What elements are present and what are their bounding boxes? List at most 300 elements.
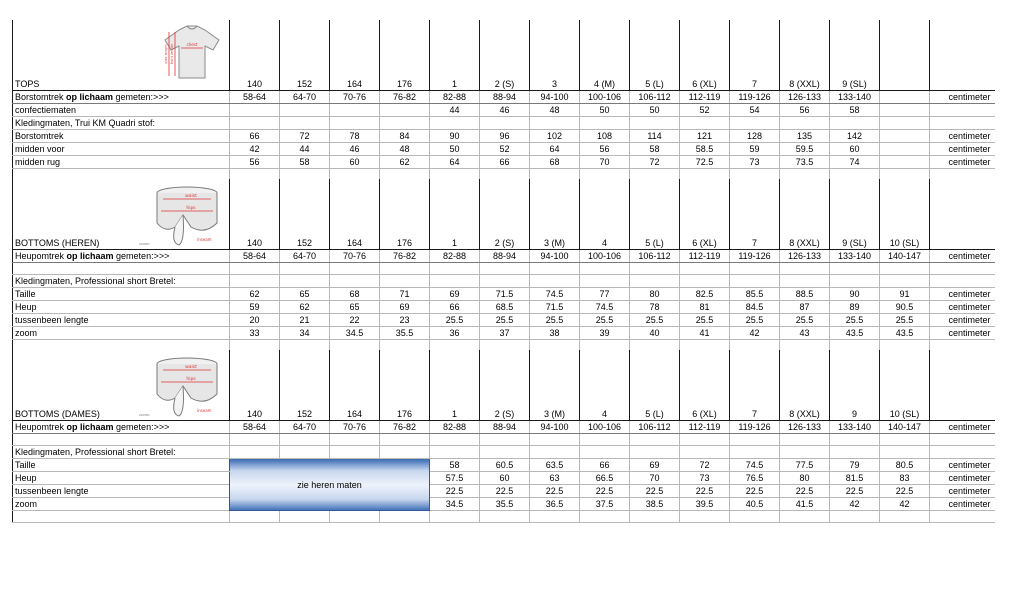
size-header: 1 [430,179,480,250]
empty-cell [480,446,530,459]
empty-cell [930,275,995,288]
empty-cell [13,511,230,523]
size-header: 10 (SL) [880,350,930,421]
unit-label: centimeter [930,301,995,314]
measure-value: 22.5 [630,485,680,498]
empty-cell [880,263,930,275]
empty-cell [280,446,330,459]
empty-cell [830,117,880,130]
size-header: 7 [730,179,780,250]
size-header: 3 (M) [530,179,580,250]
empty-cell [280,117,330,130]
empty-cell [930,340,995,351]
empty-cell [380,263,430,275]
body-range: 106-112 [630,421,680,434]
unit-label: centimeter [930,472,995,485]
measure-value: 23 [380,314,430,327]
measure-value: 20 [230,314,280,327]
measure-value: 22 [330,314,380,327]
measure-value: 34.5 [430,498,480,511]
measure-value: 25.5 [730,314,780,327]
confection-size [280,104,330,117]
measure-value: 79 [830,459,880,472]
measure-value: 74.5 [730,459,780,472]
body-range: 133-140 [830,91,880,104]
measure-value: 34 [280,327,330,340]
measure-value: 73.5 [780,156,830,169]
dames-measure-row [13,485,995,498]
measure-value: 60 [480,472,530,485]
blank-row [13,263,995,275]
empty-cell [480,169,530,180]
measure-value: 121 [680,130,730,143]
size-header: 5 (L) [630,179,680,250]
empty-cell [480,340,530,351]
svg-text:inseam: inseam [197,237,212,242]
svg-text:hips: hips [186,377,196,382]
empty-cell [930,104,995,117]
measure-label: zoom [13,327,230,340]
measure-value: 25.5 [680,314,730,327]
heren-body-measure-row [13,250,995,263]
measure-value: 42 [730,327,780,340]
measure-value: 52 [480,143,530,156]
measure-value: 25.5 [530,314,580,327]
measure-value: 59.5 [780,143,830,156]
blank-row [13,434,995,446]
measure-value: 25.5 [580,314,630,327]
size-header: 3 [530,20,580,91]
empty-cell [630,169,680,180]
empty-cell [680,434,730,446]
measure-value: 72.5 [680,156,730,169]
empty-cell [930,263,995,275]
size-header: 152 [280,20,330,91]
measure-value: 71.5 [530,301,580,314]
confection-label: confectiematen [13,104,230,117]
confection-size: 46 [480,104,530,117]
measure-label: midden voor [13,143,230,156]
empty-cell [580,263,630,275]
confection-size [230,104,280,117]
empty-cell [530,511,580,523]
empty-cell [830,169,880,180]
measure-value: 66 [480,156,530,169]
body-range: 82-88 [430,91,480,104]
dames-kleding-row [13,446,995,459]
empty-cell [380,117,430,130]
measure-value: 84.5 [730,301,780,314]
measure-value: 91 [880,288,930,301]
empty-cell [730,340,780,351]
measure-value: 46 [330,143,380,156]
empty-cell [880,275,930,288]
size-header: 176 [380,350,430,421]
measure-value: 35.5 [480,498,530,511]
body-range: 100-106 [580,91,630,104]
measure-value: 74.5 [530,288,580,301]
empty-cell [230,340,280,351]
empty-cell [330,446,380,459]
measure-value: 81.5 [830,472,880,485]
section-separator [13,340,995,351]
body-range: 64-70 [280,91,330,104]
label-bold: op lichaam [66,92,114,102]
measure-value: 37.5 [580,498,630,511]
empty-cell [680,169,730,180]
empty-cell [430,117,480,130]
heren-measure-row [13,288,995,301]
empty-cell [880,434,930,446]
size-header: 5 (L) [630,20,680,91]
measure-value: 77 [580,288,630,301]
heren-header-row [13,179,995,250]
empty-cell [780,263,830,275]
measure-value: 36 [430,327,480,340]
measure-value: 59 [730,143,780,156]
size-header: 176 [380,20,430,91]
empty-cell [330,263,380,275]
measure-value: 42 [880,498,930,511]
tops-label: TOPS [15,79,40,89]
measure-value: 73 [680,472,730,485]
size-table [12,20,995,523]
body-range: 126-133 [780,421,830,434]
confection-size: 58 [830,104,880,117]
label-part: Heupomtrek [15,422,67,432]
measure-value: 42 [830,498,880,511]
measure-value: 57.5 [430,472,480,485]
measure-value: 65 [330,301,380,314]
empty-cell [880,446,930,459]
label-part: gemeten:>>> [113,251,170,261]
body-range: 70-76 [330,421,380,434]
dames-body-measure-label [13,421,230,434]
empty-cell [930,434,995,446]
heren-measure-row [13,327,995,340]
measure-value: 114 [630,130,680,143]
empty-cell [830,275,880,288]
shorts-figure [135,354,225,420]
measure-value: 60 [830,143,880,156]
empty-cell [430,263,480,275]
measure-value: 74.5 [580,301,630,314]
empty-cell [430,511,480,523]
empty-cell [680,340,730,351]
measure-value: 33 [230,327,280,340]
confection-size: 52 [680,104,730,117]
confection-size [330,104,380,117]
size-header: 6 (XL) [680,20,730,91]
size-header: 164 [330,20,380,91]
empty-cell [580,340,630,351]
measure-value: 65 [280,288,330,301]
empty-cell [280,434,330,446]
empty-cell [580,511,630,523]
unit-label: centimeter [930,421,995,434]
measure-value: 74 [830,156,880,169]
measure-value: 66 [580,459,630,472]
measure-value: 38.5 [630,498,680,511]
measure-value: 42 [230,143,280,156]
measure-value: 43.5 [830,327,880,340]
measure-value: 69 [630,459,680,472]
label-part: gemeten:>>> [113,92,169,102]
empty-cell [230,117,280,130]
size-header: 164 [330,179,380,250]
empty-cell [430,275,480,288]
tops-confection-row [13,104,995,117]
empty-cell [280,169,330,180]
svg-text:zoom: zoom [139,241,150,246]
measure-value: 90 [830,288,880,301]
measure-value: 22.5 [830,485,880,498]
measure-value: 58.5 [680,143,730,156]
empty-cell [230,434,280,446]
empty-cell [230,263,280,275]
size-header: 9 (SL) [830,20,880,91]
empty-cell [380,275,430,288]
tops-kleding-row-label: Kledingmaten, Trui KM Quadri stof: [13,117,230,130]
measure-value: 22.5 [680,485,730,498]
dames-label: BOTTOMS (DAMES) [15,409,100,419]
size-header: 2 (S) [480,179,530,250]
empty-cell [780,169,830,180]
empty-cell [730,446,780,459]
measure-value: 142 [830,130,880,143]
empty-cell [780,446,830,459]
confection-size: 50 [630,104,680,117]
size-table-body [13,20,995,523]
measure-value: 22.5 [580,485,630,498]
unit-spacer [930,179,995,250]
measure-value: 58 [630,143,680,156]
empty-cell [480,117,530,130]
size-header: 8 (XXL) [780,179,830,250]
measure-value: 41 [680,327,730,340]
measure-value: 25.5 [430,314,480,327]
measure-value: 84 [380,130,430,143]
body-range: 58-64 [230,421,280,434]
empty-cell [830,263,880,275]
measure-value [880,156,930,169]
measure-value: 68.5 [480,301,530,314]
empty-cell [930,511,995,523]
measure-value: 22.5 [880,485,930,498]
measure-value: 78 [330,130,380,143]
measure-value: 82.5 [680,288,730,301]
confection-size: 54 [730,104,780,117]
heren-kleding-row [13,275,995,288]
measure-value: 72 [680,459,730,472]
empty-cell [430,169,480,180]
empty-cell [580,434,630,446]
empty-cell [880,169,930,180]
measure-label: zoom [13,498,230,511]
dames-measure-row [13,472,995,485]
unit-label: centimeter [930,156,995,169]
empty-cell [530,446,580,459]
measure-value: 60 [330,156,380,169]
body-range: 58-64 [230,91,280,104]
unit-label: centimeter [930,498,995,511]
measure-value: 38 [530,327,580,340]
heren-label: BOTTOMS (HEREN) [15,238,100,248]
label-part: Heupomtrek [15,251,67,261]
body-range: 119-126 [730,91,780,104]
size-header: 4 (M) [580,20,630,91]
size-header [880,20,930,91]
measure-value: 72 [630,156,680,169]
measure-value: 78 [630,301,680,314]
heren-section-title [13,179,230,250]
empty-cell [230,511,280,523]
measure-value: 58 [430,459,480,472]
svg-text:inseam: inseam [197,408,212,413]
measure-value: 77.5 [780,459,830,472]
measure-value: 41.5 [780,498,830,511]
body-range: 126-133 [780,91,830,104]
measure-value: 90.5 [880,301,930,314]
empty-cell [530,263,580,275]
size-header: 7 [730,350,780,421]
measure-value: 60.5 [480,459,530,472]
size-header: 9 [830,350,880,421]
empty-cell [280,263,330,275]
empty-cell [780,511,830,523]
empty-cell [730,434,780,446]
measure-value: 50 [430,143,480,156]
empty-cell [730,263,780,275]
empty-cell [830,511,880,523]
body-range: 106-112 [630,250,680,263]
body-range [880,91,930,104]
tops-measure-row [13,156,995,169]
size-header: 1 [430,350,480,421]
empty-cell [230,169,280,180]
measure-label: midden rug [13,156,230,169]
empty-cell [580,169,630,180]
empty-cell [480,434,530,446]
body-range: 70-76 [330,250,380,263]
empty-cell [730,275,780,288]
size-header: 4 [580,179,630,250]
measure-value: 25.5 [780,314,830,327]
empty-cell [680,275,730,288]
measure-value: 62 [230,288,280,301]
measure-value: 35.5 [380,327,430,340]
measure-value: 68 [330,288,380,301]
measure-label: Taille [13,288,230,301]
empty-cell [580,275,630,288]
svg-text:side length: side length [164,44,168,64]
measure-value: 25.5 [830,314,880,327]
measure-label: Borstomtrek [13,130,230,143]
measure-value: 25.5 [480,314,530,327]
measure-value: 21 [280,314,330,327]
body-range: 76-82 [380,421,430,434]
measure-value: 22.5 [780,485,830,498]
dames-kleding-row-label: Kledingmaten, Professional short Bretel: [13,446,230,459]
measure-value: 59 [230,301,280,314]
empty-cell [780,275,830,288]
body-range: 140-147 [880,250,930,263]
measure-value: 43 [780,327,830,340]
svg-text:waist: waist [185,194,197,199]
body-range: 76-82 [380,250,430,263]
empty-cell [280,340,330,351]
empty-cell [280,511,330,523]
empty-cell [730,169,780,180]
measure-value: 39 [580,327,630,340]
empty-cell [680,446,730,459]
body-range: 64-70 [280,421,330,434]
size-header: 6 (XL) [680,179,730,250]
empty-cell [730,117,780,130]
body-range: 133-140 [830,250,880,263]
measure-value: 22.5 [480,485,530,498]
measure-value: 76.5 [730,472,780,485]
confection-size: 44 [430,104,480,117]
empty-cell [13,263,230,275]
empty-cell [930,117,995,130]
measure-value: 87 [780,301,830,314]
unit-label: centimeter [930,327,995,340]
unit-label: centimeter [930,288,995,301]
measure-value: 96 [480,130,530,143]
empty-cell [380,434,430,446]
size-header: 5 (L) [630,350,680,421]
body-range: 112-119 [680,421,730,434]
empty-cell [880,511,930,523]
jersey-figure [159,24,225,82]
measure-value: 70 [630,472,680,485]
measure-value: 22.5 [530,485,580,498]
tops-measure-row [13,130,995,143]
tops-body-measure-row [13,91,995,104]
empty-cell [430,446,480,459]
empty-cell [330,275,380,288]
measure-value: 36.5 [530,498,580,511]
empty-cell [380,511,430,523]
empty-cell [630,117,680,130]
dames-measure-row [13,498,995,511]
body-range: 140-147 [880,421,930,434]
confection-size: 50 [580,104,630,117]
measure-value: 39.5 [680,498,730,511]
size-header: 152 [280,179,330,250]
body-range: 58-64 [230,250,280,263]
empty-cell [780,117,830,130]
size-header: 152 [280,350,330,421]
measure-value: 63.5 [530,459,580,472]
empty-cell [330,511,380,523]
empty-cell [580,117,630,130]
size-header: 176 [380,179,430,250]
size-header: 7 [730,20,780,91]
measure-value: 63 [530,472,580,485]
measure-label: tussenbeen lengte [13,314,230,327]
measure-value: 40 [630,327,680,340]
measure-value: 71.5 [480,288,530,301]
body-range: 112-119 [680,250,730,263]
empty-cell [330,117,380,130]
section-separator [13,169,995,180]
body-range: 76-82 [380,91,430,104]
unit-spacer [930,350,995,421]
empty-cell [330,434,380,446]
empty-cell [930,446,995,459]
